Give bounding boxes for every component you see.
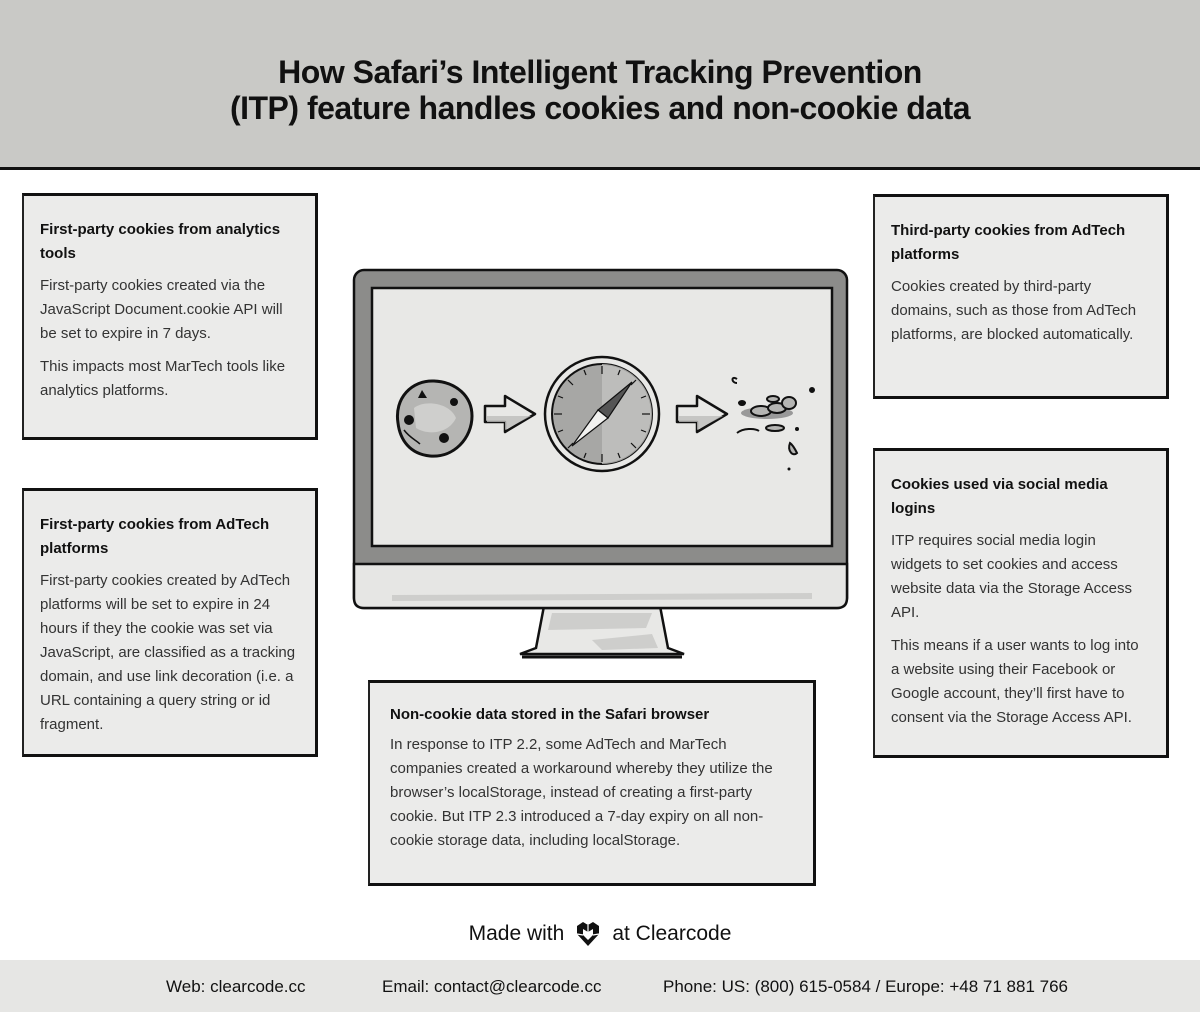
- card-title: First-party cookies from analytics tools: [40, 221, 281, 262]
- card-title: First-party cookies from AdTech platforms: [40, 516, 270, 557]
- header-banner: [0, 0, 1200, 170]
- card-paragraph: First-party cookies created by AdTech platforms will be set to expire in 24 hours if they the cookie was set via JavaScript, are classified as a tracking domain, and use link decoration (i.e. a URL containing a query string or id fragment.: [40, 572, 296, 733]
- safari-compass-icon: [545, 357, 659, 471]
- clearcode-heart-logo-icon: [574, 920, 602, 948]
- made-with-prefix: Made with: [468, 922, 565, 945]
- card-title: Third-party cookies from AdTech platforms: [891, 222, 1126, 263]
- card-first-party-adtech: [22, 488, 318, 757]
- footer-email-link[interactable]: Email: contact@clearcode.cc: [382, 977, 602, 996]
- card-paragraph: In response to ITP 2.2, some AdTech and MarTech companies created a workaround whereby they utilize the browser’s localStorage, instead of creating a first-party cookie. But ITP 2.3 introduced a 7-day expiry on all non-cookie storage data, including localStorage.: [390, 736, 773, 849]
- card-paragraph: This means if a user wants to log into a website using their Facebook or Google account, they’ll first have to consent via the Storage Access API.: [891, 637, 1139, 726]
- title-line-2: (ITP) feature handles cookies and non-cookie data: [229, 90, 971, 126]
- card-third-party-adtech: [873, 194, 1169, 399]
- monitor-icon: [352, 268, 849, 663]
- card-paragraph: Cookies created by third-party domains, such as those from AdTech platforms, are blocked automatically.: [891, 278, 1137, 343]
- made-with-suffix: at Clearcode: [612, 922, 732, 945]
- made-with-credit: [0, 918, 1200, 950]
- monitor-stand-icon: [520, 606, 684, 657]
- card-first-party-analytics: [22, 193, 318, 440]
- title-line-1: How Safari’s Intelligent Tracking Prevention: [278, 54, 922, 90]
- card-title: Cookies used via social media logins: [891, 476, 1108, 517]
- card-paragraph: First-party cookies created via the JavaScript Document.cookie API will be set to expire in 7 days.: [40, 277, 283, 342]
- card-paragraph: This impacts most MarTech tools like analytics platforms.: [40, 358, 286, 399]
- page-title: [0, 54, 1200, 126]
- card-non-cookie-data: [368, 680, 816, 886]
- monitor-illustration: [352, 268, 849, 663]
- contact-footer: [0, 960, 1200, 1012]
- footer-phone: Phone: US: (800) 615-0584 / Europe: +48 71 881 766: [663, 977, 1068, 996]
- card-paragraph: ITP requires social media login widgets to set cookies and access website data via the Storage Access API.: [891, 532, 1132, 621]
- cookie-icon: [397, 381, 472, 456]
- card-title: Non-cookie data stored in the Safari browser: [390, 706, 710, 723]
- card-social-media-logins: [873, 448, 1169, 758]
- footer-web-link[interactable]: Web: clearcode.cc: [166, 977, 306, 996]
